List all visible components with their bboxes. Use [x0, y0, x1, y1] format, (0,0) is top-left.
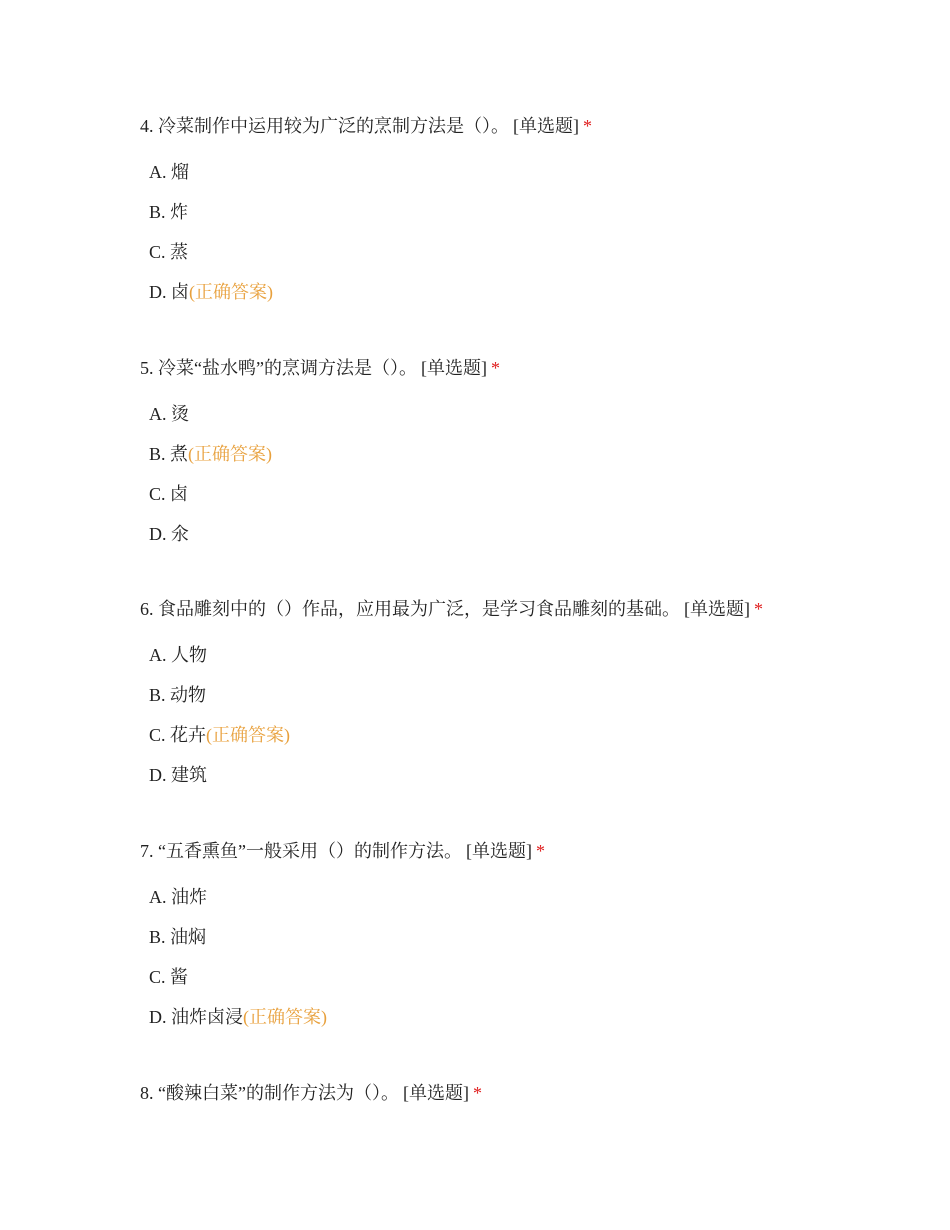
- required-marker: *: [754, 599, 763, 619]
- question-type-tag: [单选题]: [420, 358, 487, 378]
- required-marker: *: [583, 116, 592, 136]
- option-b: B. 油焖: [149, 927, 207, 947]
- question-4: [140, 115, 900, 303]
- option-c: C. 蒸: [149, 242, 189, 262]
- options-list: [140, 161, 900, 303]
- option-c: C. 卤: [149, 484, 189, 504]
- question-title: [140, 357, 900, 379]
- question-text: 8. “酸辣白菜”的制作方法为（）。: [140, 1083, 399, 1103]
- options-list: [140, 886, 900, 1028]
- option-a: A. 油炸: [149, 887, 207, 907]
- question-text: 7. “五香熏鱼”一般采用（）的制作方法。: [140, 841, 462, 861]
- question-text: 4. 冷菜制作中运用较为广泛的烹制方法是（）。: [140, 116, 509, 136]
- question-type-tag: [单选题]: [402, 1083, 469, 1103]
- question-7: [140, 840, 900, 1028]
- option-b: B. 煮(正确答案): [149, 444, 273, 464]
- question-title: [140, 1082, 900, 1104]
- option-a: A. 熘: [149, 162, 189, 182]
- question-8: [140, 1082, 900, 1104]
- option-a: A. 烫: [149, 404, 189, 424]
- correct-answer-tag: (正确答案): [243, 1007, 327, 1027]
- option-b: B. 动物: [149, 685, 207, 705]
- question-title: [140, 598, 900, 620]
- question-type-tag: [单选题]: [513, 116, 579, 136]
- question-6: [140, 598, 900, 786]
- correct-answer-tag: (正确答案): [188, 444, 273, 464]
- question-text: 5. 冷菜“盐水鸭”的烹调方法是（）。: [140, 358, 417, 378]
- option-c: C. 酱: [149, 967, 189, 987]
- option-a: A. 人物: [149, 645, 207, 665]
- options-list: [140, 403, 900, 545]
- required-marker: *: [490, 358, 500, 378]
- question-title: [140, 115, 900, 137]
- question-title: [140, 840, 900, 862]
- correct-answer-tag: (正确答案): [206, 725, 291, 745]
- question-type-tag: [单选题]: [465, 841, 532, 861]
- required-marker: *: [535, 841, 545, 861]
- question-text: 6. 食品雕刻中的（）作品，应用最为广泛，是学习食品雕刻的基础。: [140, 599, 680, 619]
- option-d: D. 卤(正确答案): [149, 282, 273, 302]
- options-list: [140, 644, 900, 786]
- correct-answer-tag: (正确答案): [189, 282, 273, 302]
- option-b: B. 炸: [149, 202, 189, 222]
- required-marker: *: [472, 1083, 482, 1103]
- option-c: C. 花卉(正确答案): [149, 725, 291, 745]
- question-type-tag: [单选题]: [684, 599, 750, 619]
- option-d: D. 油炸卤浸(正确答案): [149, 1007, 327, 1027]
- option-d: D. 氽: [149, 524, 189, 544]
- option-d: D. 建筑: [149, 765, 207, 785]
- question-5: [140, 357, 900, 545]
